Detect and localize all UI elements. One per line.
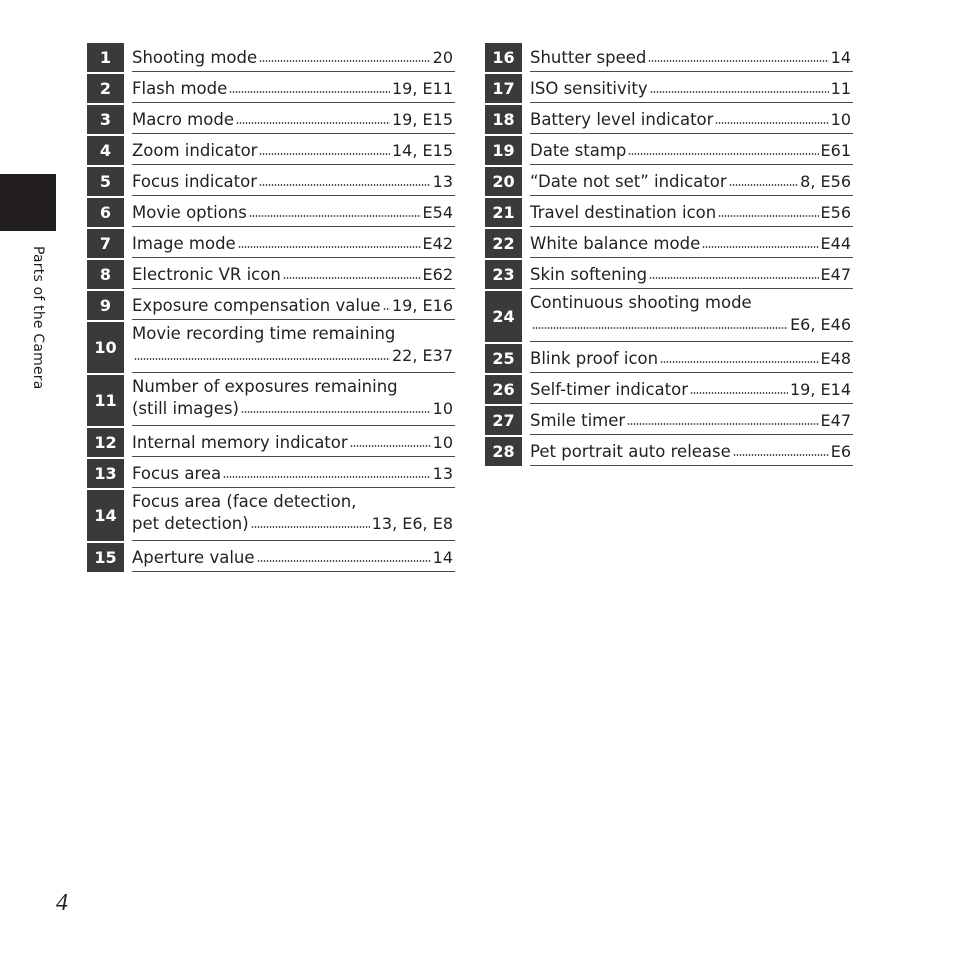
item-number: 4: [87, 136, 124, 165]
page-reference: 13: [432, 464, 453, 483]
dot-leader: [729, 183, 799, 187]
item-number: 12: [87, 428, 124, 457]
index-row: [485, 74, 853, 105]
item-number: 3: [87, 105, 124, 134]
item-number: 6: [87, 198, 124, 227]
dot-leader: [257, 559, 431, 563]
item-label: Shutter speed: [530, 48, 647, 67]
item-entry: [530, 74, 853, 103]
item-label: Skin softening: [530, 265, 648, 284]
item-number: 24: [485, 291, 522, 342]
page-reference: E6, E46: [790, 315, 851, 334]
index-row: [87, 167, 455, 198]
page-reference: 10: [432, 399, 453, 418]
right-index-column: [485, 43, 853, 468]
item-label: Focus indicator: [132, 172, 257, 191]
item-number: 17: [485, 74, 522, 103]
entry-line: [132, 547, 453, 569]
index-row: [87, 291, 455, 322]
index-row: [485, 198, 853, 229]
item-entry: [132, 167, 455, 196]
entry-line: [132, 513, 453, 535]
index-row: [485, 167, 853, 198]
item-label: Electronic VR icon: [132, 265, 281, 284]
entry-line: [530, 410, 851, 432]
item-number: 14: [87, 490, 124, 541]
item-number: 22: [485, 229, 522, 258]
dot-leader: [627, 422, 818, 426]
item-label: Flash mode: [132, 79, 228, 98]
item-number: 15: [87, 543, 124, 572]
item-number: 18: [485, 105, 522, 134]
item-label: Internal memory indicator: [132, 433, 348, 452]
index-row: [485, 43, 853, 74]
item-number: 16: [485, 43, 522, 72]
dot-leader: [259, 152, 390, 156]
item-entry: [530, 105, 853, 134]
page-reference: 19, E14: [790, 380, 851, 399]
item-entry: [530, 375, 853, 404]
index-row: [87, 198, 455, 229]
index-row: [87, 322, 455, 375]
entry-line: [132, 171, 453, 193]
entry-line: [530, 78, 851, 100]
page-reference: 14: [432, 548, 453, 567]
page-reference: 11: [830, 79, 851, 98]
entry-line: [132, 233, 453, 255]
item-label: Aperture value: [132, 548, 255, 567]
index-row: [87, 105, 455, 136]
dot-leader: [702, 245, 818, 249]
item-entry: [530, 229, 853, 258]
dot-leader: [650, 90, 829, 94]
item-entry: [132, 43, 455, 72]
item-entry: [530, 167, 853, 196]
dot-leader: [259, 59, 430, 63]
dot-leader: [733, 453, 829, 457]
index-row: [87, 490, 455, 543]
item-entry: [132, 260, 455, 289]
item-label: Continuous shooting mode: [530, 293, 752, 312]
item-label: Number of exposures remaining: [132, 377, 398, 396]
index-row: [485, 344, 853, 375]
item-entry: [132, 459, 455, 488]
item-label: White balance mode: [530, 234, 701, 253]
section-label: Parts of the Camera: [30, 246, 46, 390]
item-label: Movie recording time remaining: [132, 324, 396, 343]
entry-line: [530, 441, 851, 463]
item-number: 23: [485, 260, 522, 289]
item-entry: [132, 490, 455, 541]
page-reference: 10: [830, 110, 851, 129]
item-entry: [132, 229, 455, 258]
page-reference: E6: [830, 442, 851, 461]
page-number: 4: [56, 890, 68, 916]
index-row: [87, 543, 455, 574]
item-entry: [530, 43, 853, 72]
index-row: [87, 428, 455, 459]
dot-leader: [690, 391, 788, 395]
item-number: 21: [485, 198, 522, 227]
dot-leader: [241, 410, 431, 414]
page-reference: 8, E56: [800, 172, 851, 191]
item-label: Smile timer: [530, 411, 626, 430]
index-row: [87, 136, 455, 167]
item-number: 5: [87, 167, 124, 196]
index-row: [87, 375, 455, 428]
item-number: 28: [485, 437, 522, 466]
item-entry: [132, 136, 455, 165]
entry-line: [132, 376, 453, 398]
page-reference: E47: [820, 411, 851, 430]
page-reference: E42: [422, 234, 453, 253]
entry-line: [530, 348, 851, 370]
item-label: ISO sensitivity: [530, 79, 648, 98]
index-row: [485, 406, 853, 437]
item-entry: [132, 428, 455, 457]
page-reference: E48: [820, 349, 851, 368]
index-row: [485, 260, 853, 291]
entry-line: [530, 171, 851, 193]
dot-leader: [223, 475, 430, 479]
item-entry: [132, 543, 455, 572]
page-reference: 13, E6, E8: [371, 514, 453, 533]
item-number: 13: [87, 459, 124, 488]
item-entry: [530, 437, 853, 466]
item-label: Blink proof icon: [530, 349, 659, 368]
entry-line: [530, 109, 851, 131]
entry-line: [132, 202, 453, 224]
item-entry: [132, 291, 455, 320]
item-entry: [132, 322, 455, 373]
item-number: 19: [485, 136, 522, 165]
item-entry: [530, 344, 853, 373]
item-label: Macro mode: [132, 110, 234, 129]
index-row: [87, 229, 455, 260]
page-reference: E61: [820, 141, 851, 160]
item-label: Shooting mode: [132, 48, 258, 67]
index-row: [485, 136, 853, 167]
index-row: [485, 105, 853, 136]
entry-line: [132, 295, 453, 317]
dot-leader: [134, 357, 390, 361]
item-number: 10: [87, 322, 124, 373]
entry-line: [132, 345, 453, 367]
entry-line: [132, 109, 453, 131]
page-reference: 10: [432, 433, 453, 452]
entry-line: [132, 47, 453, 69]
item-entry: [530, 260, 853, 289]
item-label: Pet portrait auto release: [530, 442, 731, 461]
item-number: 7: [87, 229, 124, 258]
entry-line: [132, 78, 453, 100]
dot-leader: [718, 214, 818, 218]
entry-line: [530, 292, 851, 314]
left-index-column: [87, 43, 455, 574]
index-row: [87, 43, 455, 74]
entry-line: [132, 491, 453, 513]
page-reference: E54: [422, 203, 453, 222]
item-entry: [132, 198, 455, 227]
entry-line: [530, 264, 851, 286]
item-number: 26: [485, 375, 522, 404]
item-label: Battery level indicator: [530, 110, 714, 129]
item-label: (still images): [132, 399, 239, 418]
dot-leader: [383, 307, 390, 311]
page-reference: 22, E37: [392, 346, 453, 365]
item-number: 2: [87, 74, 124, 103]
page-reference: 19, E16: [392, 296, 453, 315]
dot-leader: [236, 121, 390, 125]
item-label: Zoom indicator: [132, 141, 258, 160]
page-reference: E62: [422, 265, 453, 284]
dot-leader: [715, 121, 828, 125]
item-number: 9: [87, 291, 124, 320]
item-label: Image mode: [132, 234, 236, 253]
item-entry: [530, 198, 853, 227]
item-label: Focus area (face detection,: [132, 492, 357, 511]
dot-leader: [628, 152, 818, 156]
item-label: Travel destination icon: [530, 203, 717, 222]
item-entry: [530, 291, 853, 342]
item-label: Date stamp: [530, 141, 627, 160]
index-row: [485, 375, 853, 406]
dot-leader: [649, 276, 818, 280]
item-entry: [530, 406, 853, 435]
index-row: [87, 459, 455, 490]
item-label: pet detection): [132, 514, 249, 533]
item-number: 27: [485, 406, 522, 435]
index-row: [87, 74, 455, 105]
item-label: Focus area: [132, 464, 222, 483]
dot-leader: [660, 360, 818, 364]
entry-line: [530, 140, 851, 162]
dot-leader: [532, 326, 788, 330]
page-reference: 14, E15: [392, 141, 453, 160]
entry-line: [530, 233, 851, 255]
entry-line: [132, 264, 453, 286]
dot-leader: [238, 245, 421, 249]
page-reference: 19, E15: [392, 110, 453, 129]
index-row: [87, 260, 455, 291]
page-reference: 20: [432, 48, 453, 67]
item-label: Movie options: [132, 203, 247, 222]
item-entry: [530, 136, 853, 165]
index-row: [485, 437, 853, 468]
item-entry: [132, 375, 455, 426]
page-reference: E47: [820, 265, 851, 284]
index-row: [485, 229, 853, 260]
item-number: 11: [87, 375, 124, 426]
dot-leader: [229, 90, 390, 94]
dot-leader: [259, 183, 431, 187]
entry-line: [132, 463, 453, 485]
entry-line: [530, 47, 851, 69]
item-number: 20: [485, 167, 522, 196]
item-label: Exposure compensation value: [132, 296, 381, 315]
page-reference: 14: [830, 48, 851, 67]
section-tab: [0, 174, 56, 231]
entry-line: [132, 140, 453, 162]
dot-leader: [251, 525, 370, 529]
page-reference: E44: [820, 234, 851, 253]
entry-line: [530, 202, 851, 224]
dot-leader: [283, 276, 421, 280]
item-number: 25: [485, 344, 522, 373]
item-entry: [132, 74, 455, 103]
dot-leader: [350, 444, 431, 448]
item-label: “Date not set” indicator: [530, 172, 727, 191]
item-number: 8: [87, 260, 124, 289]
item-number: 1: [87, 43, 124, 72]
index-row: [485, 291, 853, 344]
page-reference: 13: [432, 172, 453, 191]
entry-line: [132, 398, 453, 420]
page-reference: 19, E11: [392, 79, 453, 98]
entry-line: [132, 323, 453, 345]
entry-line: [530, 314, 851, 336]
page-reference: E56: [820, 203, 851, 222]
item-label: Self-timer indicator: [530, 380, 689, 399]
item-entry: [132, 105, 455, 134]
dot-leader: [648, 59, 828, 63]
entry-line: [132, 432, 453, 454]
dot-leader: [249, 214, 421, 218]
entry-line: [530, 379, 851, 401]
